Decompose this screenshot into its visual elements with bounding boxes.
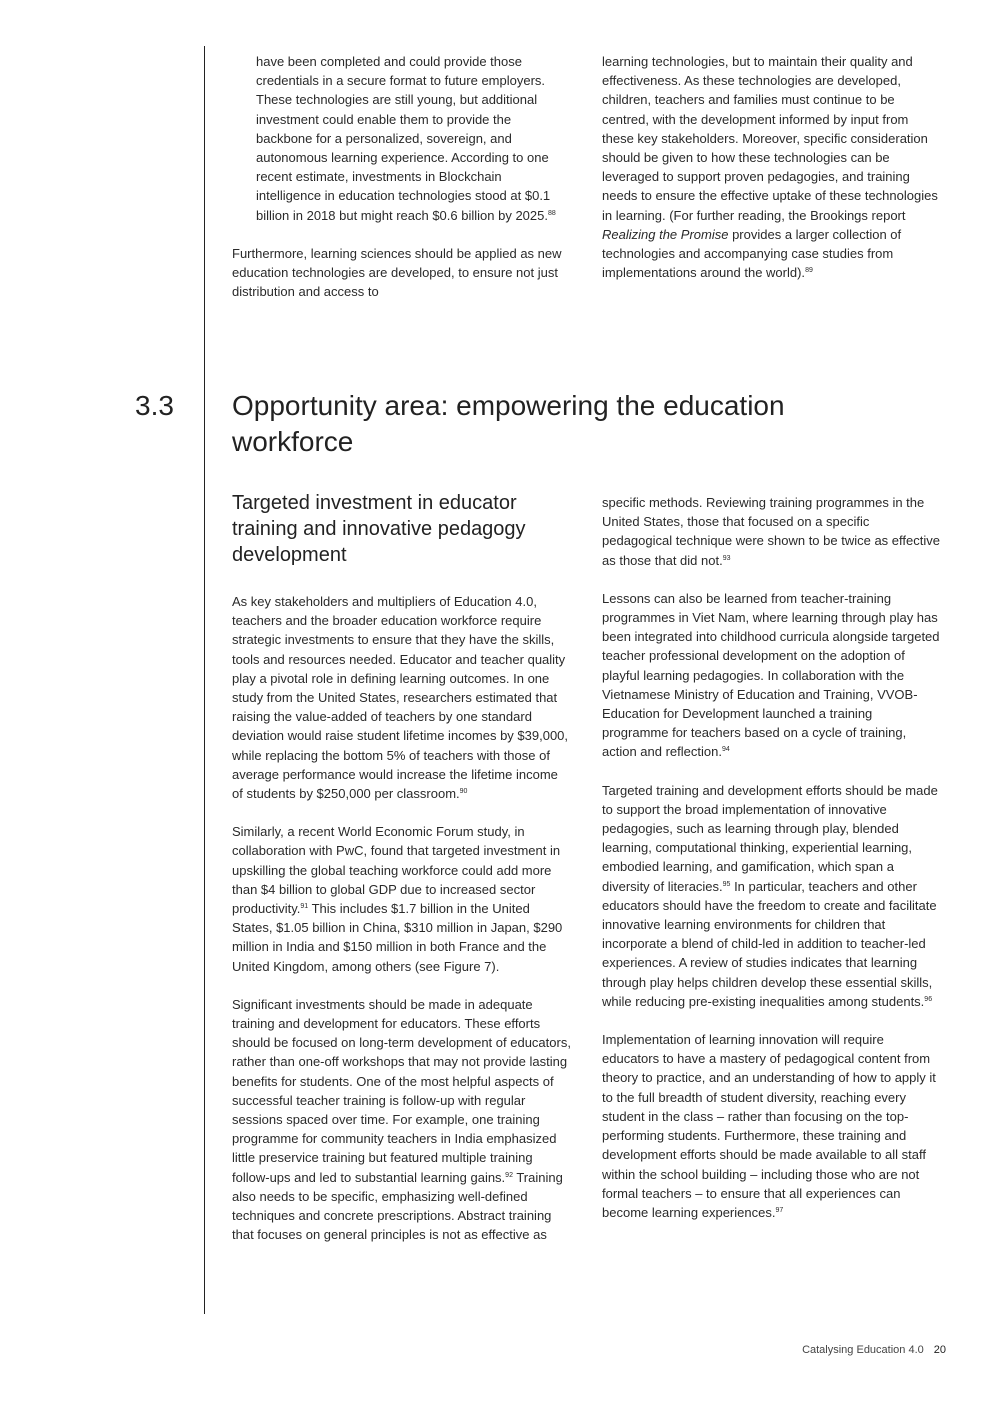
indented-paragraph bbox=[232, 52, 562, 225]
footnote-ref: 90 bbox=[459, 788, 468, 796]
footnote-ref: 91 bbox=[300, 903, 309, 911]
top-left-column bbox=[232, 52, 562, 301]
footnote-ref: 88 bbox=[547, 209, 556, 217]
paragraph bbox=[232, 995, 572, 1245]
report-title: Realizing the Promise bbox=[602, 226, 729, 242]
subheading: Targeted investment in educator training and innovative pedagogy development bbox=[232, 492, 526, 566]
paragraph bbox=[602, 781, 942, 1011]
paragraph-text: Similarly, a recent World Economic Forum study, in collaboration with PwC, found that targeted investment in upskilling the global teaching workforce could add more than $4 billion to global GDP due to increased sector productivity. bbox=[232, 824, 561, 917]
section-title: Opportunity area: empowering the education workforce bbox=[232, 390, 785, 457]
footnote-ref: 96 bbox=[924, 995, 933, 1003]
paragraph-text: have been completed and could provide those credentials in a secure format to future employers. These technologies are still young, but additional investment could enable them to provide the backbone for a personalized, sovereign, and autonomous learning experience. According to one recent estimate, investments in Blockchain intelligence in education technologies stood at $0.1 billion in 2018 but might reach $0.6 billion by 2025. bbox=[256, 54, 551, 223]
paragraph bbox=[602, 52, 942, 282]
paragraph-text: specific methods. Reviewing training programmes in the United States, those that focused on a specific pedagogical technique were shown to be twice as effective as those that did not. bbox=[602, 495, 940, 568]
paragraph bbox=[602, 589, 942, 762]
paragraph-text: Training also needs to be specific, emphasizing well-defined techniques and concrete prescriptions. Abstract training that focuses on general principles is not as effective as bbox=[232, 1169, 563, 1243]
footnote-ref: 89 bbox=[805, 267, 813, 275]
left-column bbox=[232, 490, 572, 1245]
page-footer bbox=[802, 1344, 946, 1356]
paragraph-text: Implementation of learning innovation will require educators to have a mastery of pedagogical content from theory to practice, and an understanding of how to apply it to the full breadth of student diversity, reaching every student in the class – rather than focusing on the top-performing students. Furthermore, these training and development efforts should be made available to all staff within the school building – including those who are not formal teachers – to ensure that all experiences can become learning experiences. bbox=[602, 1032, 936, 1220]
paragraph bbox=[602, 493, 942, 570]
footnote-ref: 94 bbox=[721, 746, 730, 754]
paragraph-text: provides a larger collection of technologies and accompanying case studies from implementations around the world). bbox=[602, 226, 902, 281]
paragraph-text: As key stakeholders and multipliers of Education 4.0, teachers and the broader education workforce require strategic investments to ensure that they have the skills, tools and resources needed. Educator and teacher quality play a pivotal role in defining learning outcomes. In one study from the United States, researchers estimated that raising the value-added of teachers by one standard deviation would raise student lifetime incomes by $39,000, while replacing the bottom 5% of teachers with those of average performance would increase the lifetime income of students by $250,000 per classroom. bbox=[232, 594, 569, 802]
vertical-rule bbox=[204, 46, 205, 1314]
paragraph bbox=[232, 592, 572, 803]
paragraph-text: Significant investments should be made in adequate training and development for educators. These efforts should be focused on long-term development of educators, rather than one-off workshops that may not provide lasting benefits for students. One of the most helpful aspects of successful teacher training is follow-up with regular sessions spaced over time. For example, one training programme for community teachers in India emphasized little preservice training but featured multiple training follow-ups and led to substantial learning gains. bbox=[232, 996, 571, 1185]
paragraph bbox=[602, 1030, 942, 1222]
right-column bbox=[602, 493, 942, 1222]
footnote-ref: 92 bbox=[505, 1171, 513, 1179]
footnote-ref: 93 bbox=[722, 554, 731, 562]
page-number: 20 bbox=[933, 1344, 946, 1356]
footnote-ref: 95 bbox=[722, 880, 731, 888]
paragraph-text: This includes $1.7 billion in the United States, $1.05 billion in China, $310 million in Japan, $290 million in India and $150 million in both France and the United Kingdom, among others (see Figure 7). bbox=[232, 901, 563, 974]
paragraph-text: In particular, teachers and other educators should have the freedom to create and facilitate innovative learning environments for children that incorporate a blend of child-led in addition to teacher-led experiences. A review of studies indicates that learning through play helps children develop these essential skills, while reducing pre-existing inequalities among students. bbox=[602, 878, 937, 1009]
paragraph: Furthermore, learning sciences should be applied as new education technologies are developed, to ensure not just distribution and access to bbox=[232, 245, 562, 300]
document-title: Catalysing Education 4.0 bbox=[802, 1344, 924, 1356]
paragraph-text: Targeted training and development efforts should be made to support the broad implementation of innovative pedagogies, such as learning through play, blended learning, computational thinking, experiential learning, embodied learning, and gamification, which span a diversity of literacies. bbox=[602, 782, 938, 894]
paragraph bbox=[232, 822, 572, 976]
footnote-ref: 97 bbox=[775, 1206, 784, 1214]
paragraph-text: learning technologies, but to maintain their quality and effectiveness. As these technologies are developed, children, teachers and families must continue to be centred, with the development informed by input from these key stakeholders. Moreover, specific consideration should be given to how these technologies can be leveraged to support proven pedagogies, and training needs to ensure the effective uptake of these technologies in learning. (For further reading, the Brookings report bbox=[602, 54, 938, 223]
paragraph-text: Lessons can also be learned from teacher-training programmes in Viet Nam, where learning through play has been integrated into childhood curricula alongside targeted teacher professional development on the adoption of playful learning pedagogies. In collaboration with the Vietnamese Ministry of Education and Training, VVOB-Education for Development launched a training programme for teachers based on a cycle of training, action and reflection. bbox=[602, 590, 940, 760]
section-number: 3.3 bbox=[135, 390, 174, 421]
top-right-column bbox=[602, 52, 942, 282]
